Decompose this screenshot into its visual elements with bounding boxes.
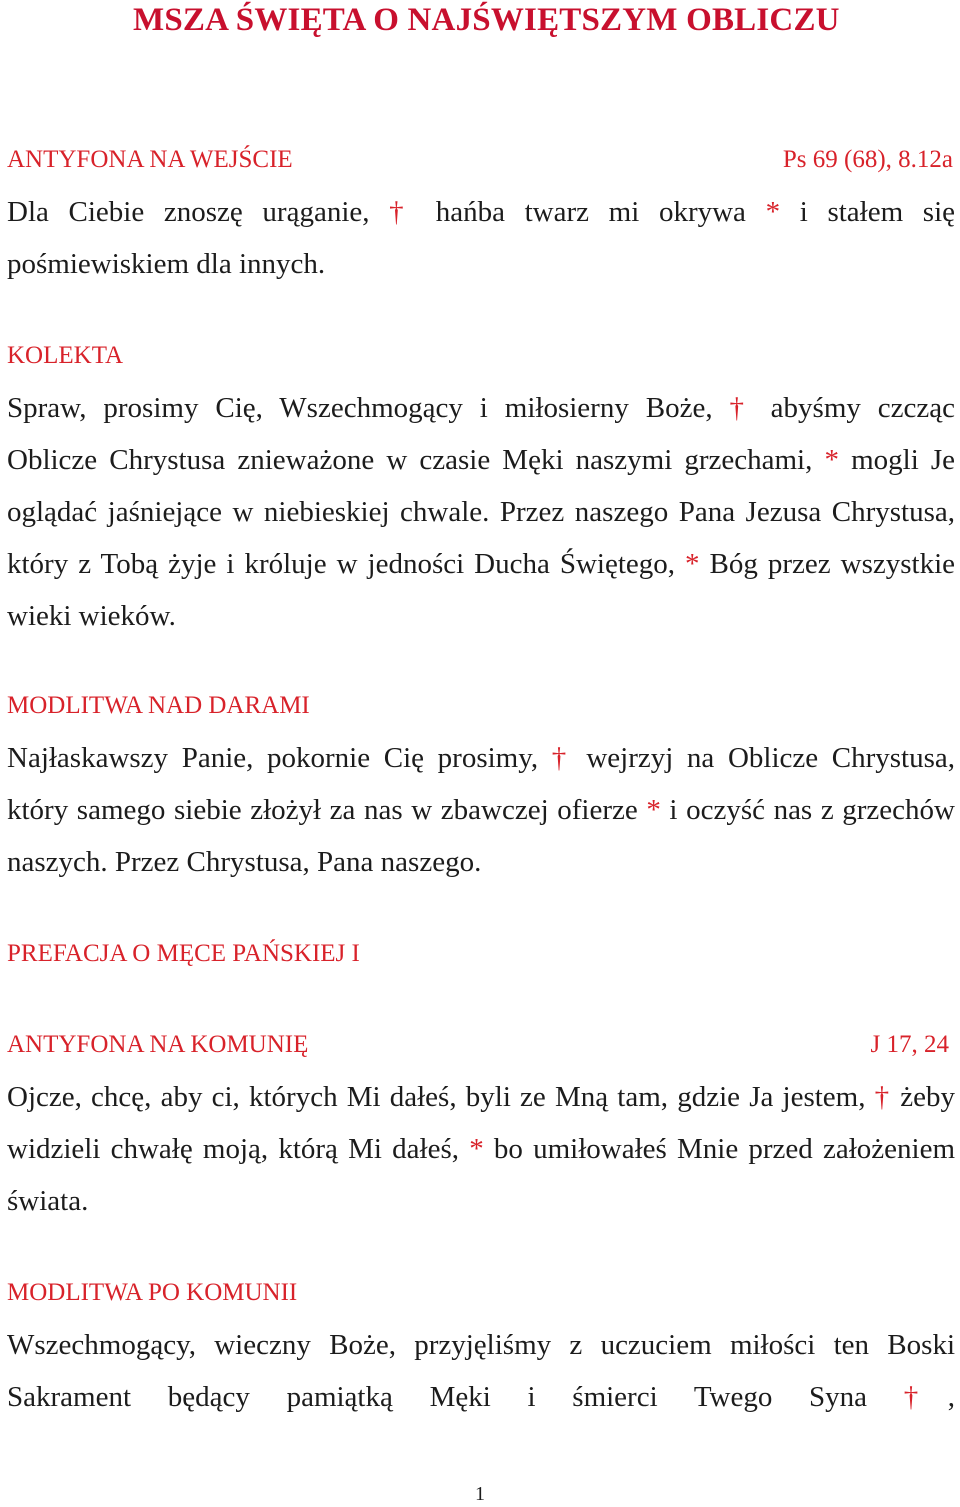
- offerings-heading: MODLITWA NAD DARAMI: [7, 692, 310, 719]
- section-heading-row: [7, 330, 955, 382]
- cross-mark: †: [551, 742, 573, 774]
- entrance-text-part: hańba twarz mi okrywa: [435, 196, 746, 228]
- cross-mark: †: [389, 196, 417, 228]
- entrance-reference: Ps 69 (68), 8.12a: [782, 146, 953, 173]
- collect-text: [7, 382, 955, 642]
- offerings-text-part: i oczyść nas z grzechów naszych. Przez Chrystusa, Pana naszego.: [7, 794, 955, 878]
- post-communion-heading: MODLITWA PO KOMUNII: [7, 1279, 298, 1306]
- collect-text-part: Spraw, prosimy Cię, Wszechmogący i miłosierny Boże,: [7, 392, 713, 424]
- collect-text-part: Bóg przez wszystkie wieki wieków.: [7, 548, 956, 632]
- asterisk-mark: *: [469, 1133, 484, 1165]
- collect-text-part: abyśmy czcząc Oblicze Chrystusa znieważone w czasie Męki naszymi grzechami,: [7, 392, 956, 476]
- asterisk-mark: *: [824, 444, 839, 476]
- section-communion-antiphon: [7, 1019, 955, 1227]
- section-entrance-antiphon: [7, 134, 955, 290]
- entrance-text: [7, 186, 955, 290]
- section-prayer-over-offerings: [7, 680, 955, 888]
- offerings-text-part: Najłaskawszy Panie, pokornie Cię prosimy,: [7, 742, 539, 774]
- collect-text-part: mogli Je oglądać jaśniejące w niebieskiej chwale. Przez naszego Pana Jezusa Chrystusa, który z Tobą żyje i króluje w jedności Ducha Świętego,: [7, 444, 956, 580]
- section-heading-row: [7, 134, 955, 186]
- communion-text-part: żeby widzieli chwałę moją, którą Mi dałeś,: [7, 1081, 956, 1165]
- post-communion-text-part: ,: [947, 1381, 955, 1413]
- section-post-communion: [7, 1267, 955, 1423]
- communion-reference: J 17, 24: [870, 1031, 949, 1058]
- cross-mark: †: [903, 1381, 948, 1413]
- communion-text-part: bo umiłowałeś Mnie przed założeniem świata.: [7, 1133, 956, 1217]
- section-heading-row: [7, 1267, 955, 1319]
- preface-heading: PREFACJA O MĘCE PAŃSKIEJ I: [7, 940, 360, 967]
- communion-text: [7, 1071, 955, 1227]
- cross-mark: †: [729, 392, 754, 424]
- post-communion-text-part: Wszechmogący, wieczny Boże, przyjęliśmy z uczuciem miłości ten Boski Sakrament będący pamiątką Męki i śmierci Twego Syna: [7, 1329, 955, 1413]
- entrance-text-part: i stałem się pośmiewiskiem dla innych.: [7, 196, 956, 280]
- section-heading-row: [7, 1019, 955, 1071]
- section-heading-row: [7, 680, 955, 732]
- cross-mark: †: [874, 1081, 892, 1113]
- section-preface: [7, 928, 955, 980]
- asterisk-mark: *: [646, 794, 661, 826]
- post-communion-text: [7, 1319, 955, 1423]
- section-collect: [7, 330, 955, 642]
- collect-heading: KOLEKTA: [7, 342, 124, 369]
- page-number: 1: [475, 1483, 485, 1505]
- asterisk-mark: *: [685, 548, 700, 580]
- entrance-heading: ANTYFONA NA WEJŚCIE: [7, 146, 293, 173]
- communion-text-part: Ojcze, chcę, aby ci, których Mi dałeś, byli ze Mną tam, gdzie Ja jestem,: [7, 1081, 866, 1113]
- communion-heading: ANTYFONA NA KOMUNIĘ: [7, 1031, 309, 1058]
- page-title: MSZA ŚWIĘTA O NAJŚWIĘTSZYM OBLICZU: [133, 2, 840, 38]
- offerings-text-part: wejrzyj na Oblicze Chrystusa, który samego siebie złożył za nas w zbawczej ofierze: [7, 742, 956, 826]
- offerings-text: [7, 732, 955, 888]
- section-heading-row: [7, 928, 955, 980]
- entrance-text-part: Dla Ciebie znoszę urąganie,: [7, 196, 370, 228]
- asterisk-mark: *: [765, 196, 781, 228]
